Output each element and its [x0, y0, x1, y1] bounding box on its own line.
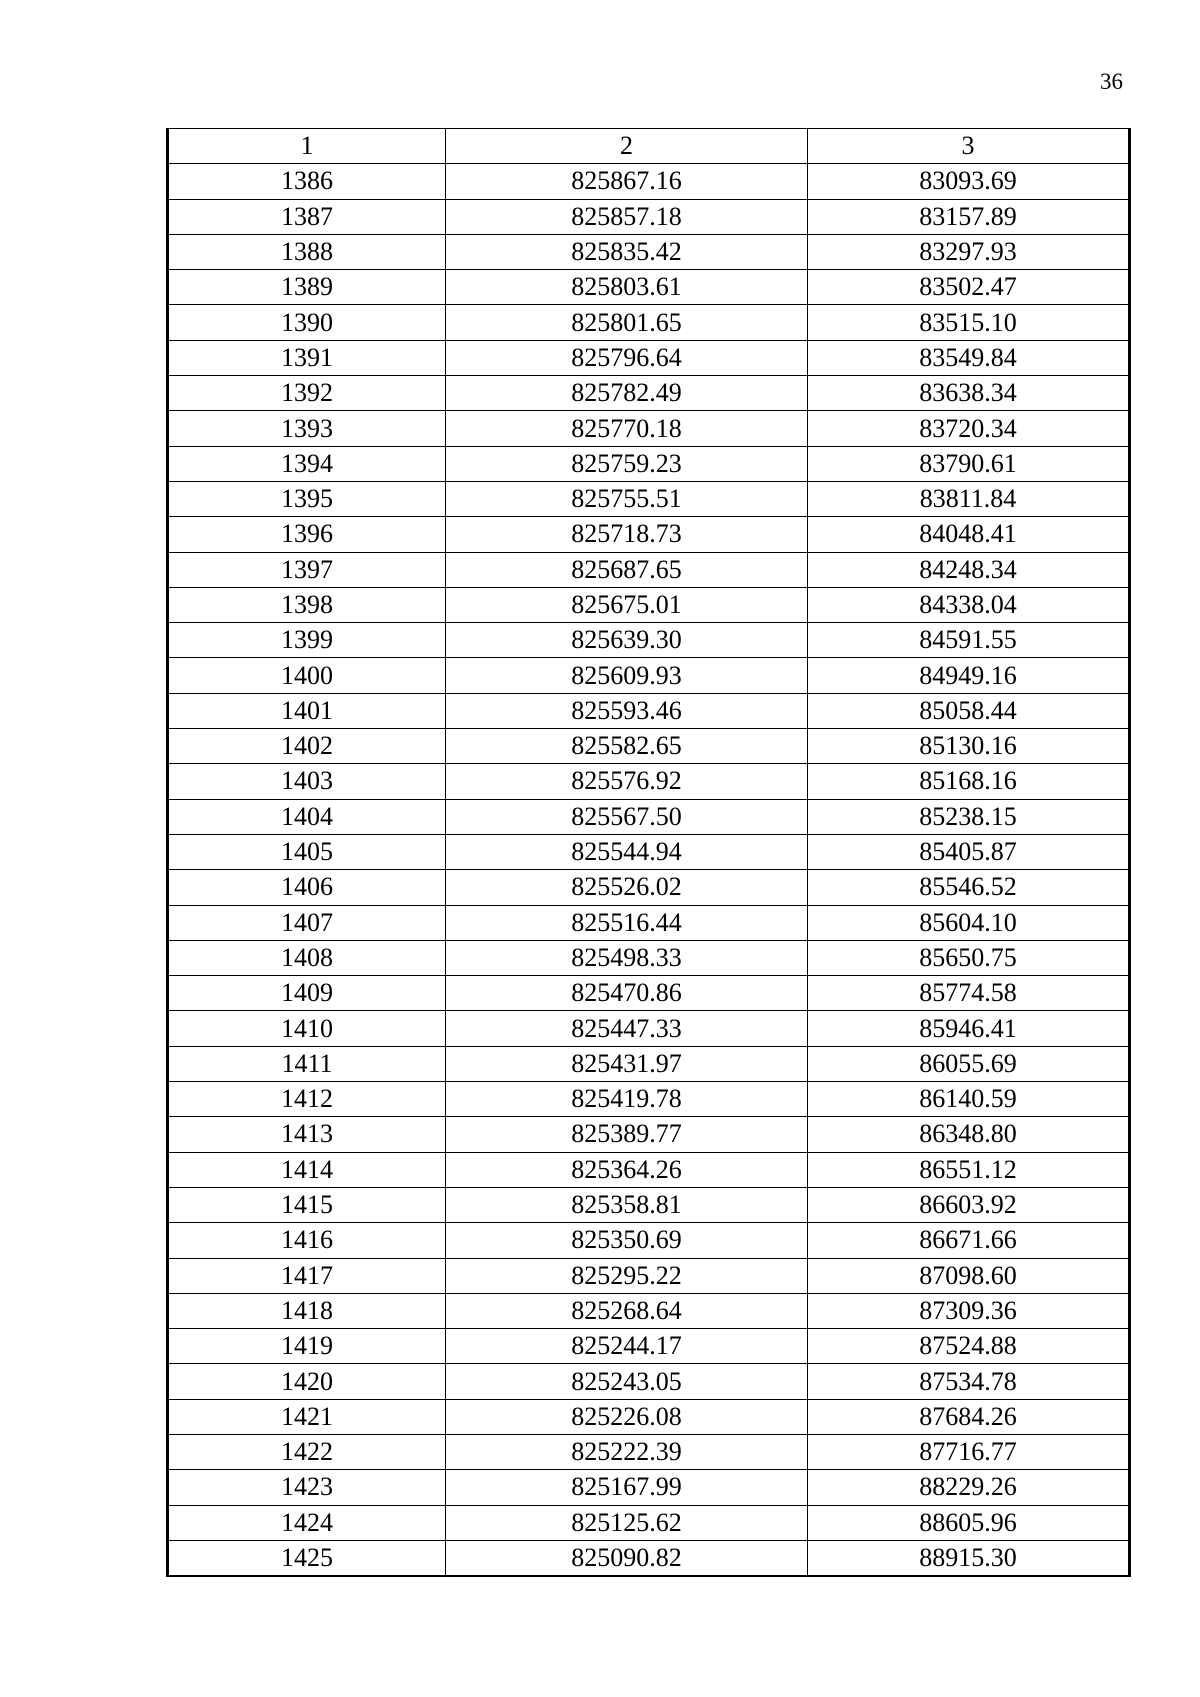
table-row	[168, 340, 1130, 375]
point-number-cell: 1424	[168, 1505, 446, 1540]
x-coordinate-cell: 825364.26	[446, 1152, 808, 1187]
y-coordinate-cell: 86348.80	[808, 1117, 1130, 1152]
y-coordinate-cell: 83157.89	[808, 199, 1130, 234]
point-number-cell: 1394	[168, 446, 446, 481]
y-coordinate-cell: 83093.69	[808, 164, 1130, 199]
y-coordinate-cell: 83502.47	[808, 270, 1130, 305]
y-coordinate-cell: 83790.61	[808, 446, 1130, 481]
y-coordinate-cell: 86603.92	[808, 1187, 1130, 1222]
table-row	[168, 905, 1130, 940]
table-row	[168, 270, 1130, 305]
x-coordinate-cell: 825639.30	[446, 623, 808, 658]
point-number-cell: 1386	[168, 164, 446, 199]
y-coordinate-cell: 85238.15	[808, 799, 1130, 834]
point-number-cell: 1413	[168, 1117, 446, 1152]
point-number-cell: 1397	[168, 552, 446, 587]
point-number-cell: 1418	[168, 1293, 446, 1328]
table-row	[168, 234, 1130, 269]
point-number-cell: 1387	[168, 199, 446, 234]
y-coordinate-cell: 86140.59	[808, 1082, 1130, 1117]
x-coordinate-cell: 825268.64	[446, 1293, 808, 1328]
x-coordinate-cell: 825718.73	[446, 517, 808, 552]
point-number-cell: 1422	[168, 1434, 446, 1469]
point-number-cell: 1407	[168, 905, 446, 940]
x-coordinate-cell: 825090.82	[446, 1540, 808, 1576]
point-number-cell: 1388	[168, 234, 446, 269]
y-coordinate-cell: 88229.26	[808, 1470, 1130, 1505]
point-number-cell: 1420	[168, 1364, 446, 1399]
table-row	[168, 1540, 1130, 1576]
point-number-cell: 1395	[168, 481, 446, 516]
x-coordinate-cell: 825835.42	[446, 234, 808, 269]
table-row	[168, 1364, 1130, 1399]
table-row	[168, 1505, 1130, 1540]
y-coordinate-cell: 87524.88	[808, 1329, 1130, 1364]
point-number-cell: 1411	[168, 1046, 446, 1081]
x-coordinate-cell: 825526.02	[446, 870, 808, 905]
table-row	[168, 411, 1130, 446]
table-row	[168, 799, 1130, 834]
y-coordinate-cell: 84949.16	[808, 658, 1130, 693]
table-row	[168, 1399, 1130, 1434]
x-coordinate-cell: 825419.78	[446, 1082, 808, 1117]
table-row	[168, 658, 1130, 693]
point-number-cell: 1402	[168, 729, 446, 764]
x-coordinate-cell: 825867.16	[446, 164, 808, 199]
point-number-cell: 1415	[168, 1187, 446, 1222]
y-coordinate-cell: 87098.60	[808, 1258, 1130, 1293]
y-coordinate-cell: 83638.34	[808, 376, 1130, 411]
point-number-cell: 1414	[168, 1152, 446, 1187]
point-number-cell: 1401	[168, 693, 446, 728]
x-coordinate-cell: 825125.62	[446, 1505, 808, 1540]
table-row	[168, 1117, 1130, 1152]
point-number-cell: 1423	[168, 1470, 446, 1505]
x-coordinate-cell: 825431.97	[446, 1046, 808, 1081]
table-row	[168, 1470, 1130, 1505]
y-coordinate-cell: 86671.66	[808, 1223, 1130, 1258]
table-row	[168, 1258, 1130, 1293]
table-row	[168, 1293, 1130, 1328]
table-row	[168, 481, 1130, 516]
table-row	[168, 693, 1130, 728]
point-number-cell: 1392	[168, 376, 446, 411]
y-coordinate-cell: 88915.30	[808, 1540, 1130, 1576]
table-row	[168, 164, 1130, 199]
x-coordinate-cell: 825226.08	[446, 1399, 808, 1434]
table-row	[168, 834, 1130, 869]
table-row	[168, 870, 1130, 905]
x-coordinate-cell: 825801.65	[446, 305, 808, 340]
column-header-1: 1	[168, 129, 446, 164]
x-coordinate-cell: 825498.33	[446, 940, 808, 975]
table-row	[168, 1434, 1130, 1469]
x-coordinate-cell: 825350.69	[446, 1223, 808, 1258]
point-number-cell: 1406	[168, 870, 446, 905]
y-coordinate-cell: 85604.10	[808, 905, 1130, 940]
y-coordinate-cell: 83811.84	[808, 481, 1130, 516]
table-row	[168, 1046, 1130, 1081]
x-coordinate-cell: 825516.44	[446, 905, 808, 940]
y-coordinate-cell: 83515.10	[808, 305, 1130, 340]
point-number-cell: 1391	[168, 340, 446, 375]
point-number-cell: 1404	[168, 799, 446, 834]
x-coordinate-cell: 825770.18	[446, 411, 808, 446]
x-coordinate-cell: 825244.17	[446, 1329, 808, 1364]
x-coordinate-cell: 825593.46	[446, 693, 808, 728]
table-row	[168, 552, 1130, 587]
point-number-cell: 1416	[168, 1223, 446, 1258]
page-number: 36	[1100, 69, 1123, 94]
y-coordinate-cell: 83297.93	[808, 234, 1130, 269]
y-coordinate-cell: 86551.12	[808, 1152, 1130, 1187]
x-coordinate-cell: 825582.65	[446, 729, 808, 764]
point-number-cell: 1399	[168, 623, 446, 658]
point-number-cell: 1389	[168, 270, 446, 305]
table-row	[168, 517, 1130, 552]
table-row	[168, 376, 1130, 411]
y-coordinate-cell: 84048.41	[808, 517, 1130, 552]
x-coordinate-cell: 825576.92	[446, 764, 808, 799]
y-coordinate-cell: 85650.75	[808, 940, 1130, 975]
y-coordinate-cell: 86055.69	[808, 1046, 1130, 1081]
x-coordinate-cell: 825243.05	[446, 1364, 808, 1399]
y-coordinate-cell: 87716.77	[808, 1434, 1130, 1469]
coordinates-table	[166, 128, 1131, 1577]
y-coordinate-cell: 85774.58	[808, 976, 1130, 1011]
x-coordinate-cell: 825167.99	[446, 1470, 808, 1505]
point-number-cell: 1412	[168, 1082, 446, 1117]
table-row	[168, 1082, 1130, 1117]
point-number-cell: 1425	[168, 1540, 446, 1576]
x-coordinate-cell: 825447.33	[446, 1011, 808, 1046]
table-row	[168, 1187, 1130, 1222]
point-number-cell: 1393	[168, 411, 446, 446]
y-coordinate-cell: 84591.55	[808, 623, 1130, 658]
table-row	[168, 1152, 1130, 1187]
table-row	[168, 1329, 1130, 1364]
point-number-cell: 1419	[168, 1329, 446, 1364]
x-coordinate-cell: 825295.22	[446, 1258, 808, 1293]
table-row	[168, 446, 1130, 481]
table-row	[168, 199, 1130, 234]
y-coordinate-cell: 88605.96	[808, 1505, 1130, 1540]
x-coordinate-cell: 825567.50	[446, 799, 808, 834]
x-coordinate-cell: 825358.81	[446, 1187, 808, 1222]
y-coordinate-cell: 85058.44	[808, 693, 1130, 728]
x-coordinate-cell: 825675.01	[446, 587, 808, 622]
column-header-3: 3	[808, 129, 1130, 164]
y-coordinate-cell: 85405.87	[808, 834, 1130, 869]
y-coordinate-cell: 83720.34	[808, 411, 1130, 446]
point-number-cell: 1421	[168, 1399, 446, 1434]
x-coordinate-cell: 825609.93	[446, 658, 808, 693]
y-coordinate-cell: 85130.16	[808, 729, 1130, 764]
x-coordinate-cell: 825796.64	[446, 340, 808, 375]
x-coordinate-cell: 825755.51	[446, 481, 808, 516]
y-coordinate-cell: 84248.34	[808, 552, 1130, 587]
x-coordinate-cell: 825803.61	[446, 270, 808, 305]
point-number-cell: 1409	[168, 976, 446, 1011]
x-coordinate-cell: 825782.49	[446, 376, 808, 411]
y-coordinate-cell: 87684.26	[808, 1399, 1130, 1434]
point-number-cell: 1410	[168, 1011, 446, 1046]
y-coordinate-cell: 85168.16	[808, 764, 1130, 799]
x-coordinate-cell: 825687.65	[446, 552, 808, 587]
x-coordinate-cell: 825857.18	[446, 199, 808, 234]
table-row	[168, 623, 1130, 658]
table-header-row	[168, 129, 1130, 164]
point-number-cell: 1417	[168, 1258, 446, 1293]
table-row	[168, 1011, 1130, 1046]
point-number-cell: 1396	[168, 517, 446, 552]
column-header-2: 2	[446, 129, 808, 164]
point-number-cell: 1398	[168, 587, 446, 622]
table-row	[168, 729, 1130, 764]
y-coordinate-cell: 85546.52	[808, 870, 1130, 905]
table-row	[168, 940, 1130, 975]
x-coordinate-cell: 825544.94	[446, 834, 808, 869]
table-row	[168, 976, 1130, 1011]
table-body	[168, 164, 1130, 1576]
y-coordinate-cell: 85946.41	[808, 1011, 1130, 1046]
table-row	[168, 764, 1130, 799]
x-coordinate-cell: 825389.77	[446, 1117, 808, 1152]
y-coordinate-cell: 83549.84	[808, 340, 1130, 375]
point-number-cell: 1408	[168, 940, 446, 975]
table-row	[168, 305, 1130, 340]
point-number-cell: 1405	[168, 834, 446, 869]
y-coordinate-cell: 87534.78	[808, 1364, 1130, 1399]
y-coordinate-cell: 87309.36	[808, 1293, 1130, 1328]
x-coordinate-cell: 825470.86	[446, 976, 808, 1011]
table-row	[168, 587, 1130, 622]
table-row	[168, 1223, 1130, 1258]
y-coordinate-cell: 84338.04	[808, 587, 1130, 622]
x-coordinate-cell: 825759.23	[446, 446, 808, 481]
point-number-cell: 1390	[168, 305, 446, 340]
x-coordinate-cell: 825222.39	[446, 1434, 808, 1469]
point-number-cell: 1400	[168, 658, 446, 693]
point-number-cell: 1403	[168, 764, 446, 799]
